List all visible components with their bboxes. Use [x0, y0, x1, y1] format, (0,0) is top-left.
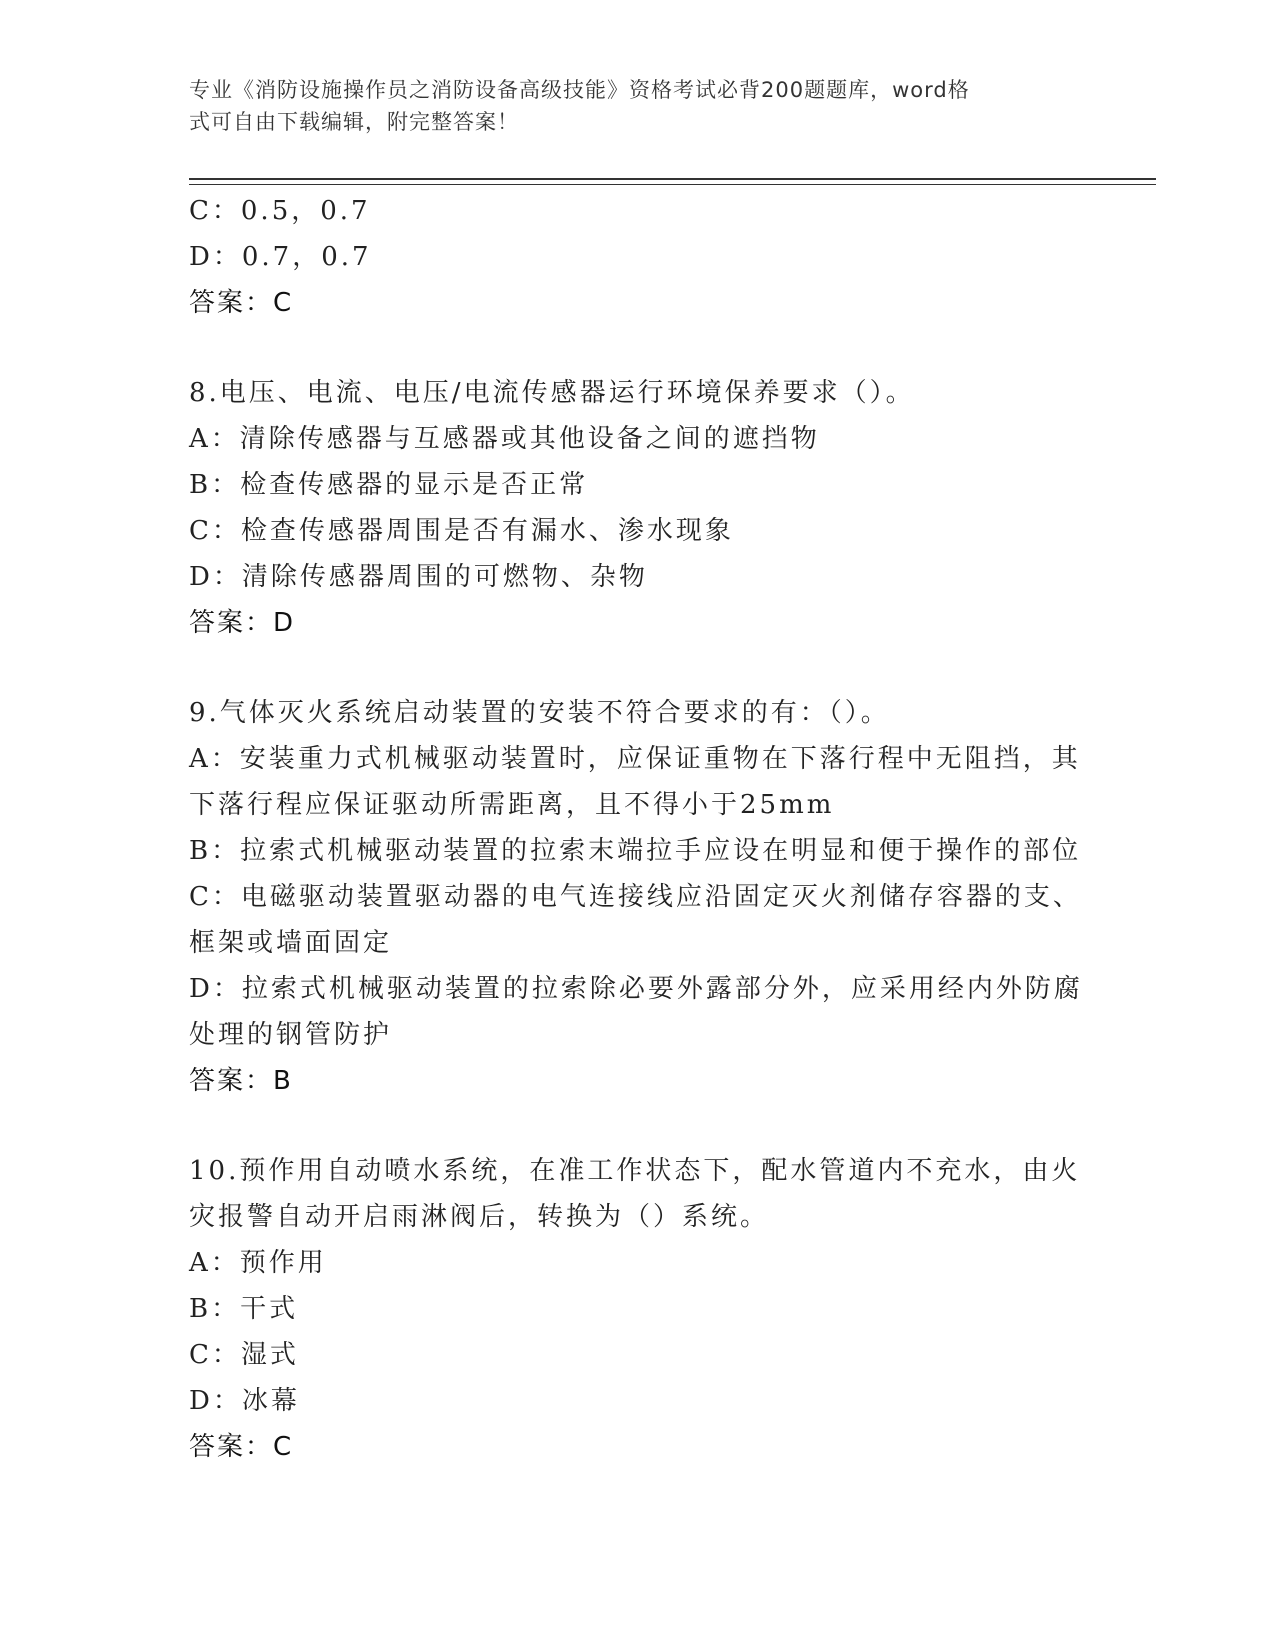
spacer	[189, 646, 1089, 690]
spacer	[189, 326, 1089, 370]
spacer	[189, 1104, 1089, 1148]
question-stem: 10.预作用自动喷水系统，在准工作状态下，配水管道内不充水，由火	[189, 1156, 1081, 1186]
option-a: A：安装重力式机械驱动装置时，应保证重物在下落行程中无阻挡，其	[189, 744, 1081, 774]
option-b: B：干式	[189, 1294, 299, 1324]
option-b: B：拉索式机械驱动装置的拉索末端拉手应设在明显和便于操作的部位	[189, 836, 1082, 866]
answer-line: 答案：C	[189, 1432, 294, 1462]
option-b: B：检查传感器的显示是否正常	[189, 470, 589, 500]
option-d-continued: 处理的钢管防护	[189, 1020, 393, 1050]
question-stem: 8.电压、电流、电压/电流传感器运行环境保养要求（）。	[189, 378, 915, 408]
question-stem-continued: 灾报警自动开启雨淋阀后，转换为（）系统。	[189, 1202, 770, 1232]
question-8	[189, 370, 1089, 646]
option-c: C：0.5，0.7	[189, 196, 371, 226]
option-d: D：冰幕	[189, 1386, 300, 1416]
question-7	[189, 188, 1089, 326]
header-title-line-2: 式可自由下载编辑，附完整答案！	[189, 110, 519, 134]
header-title-line-1: 专业《消防设施操作员之消防设备高级技能》资格考试必背200题题库，word格	[189, 78, 970, 102]
question-10	[189, 1148, 1089, 1470]
answer-line: 答案：C	[189, 288, 294, 318]
option-a: A：预作用	[189, 1248, 327, 1278]
header-divider-thin	[189, 184, 1156, 185]
option-c: C：湿式	[189, 1340, 299, 1370]
question-9	[189, 690, 1089, 1104]
page-header	[189, 74, 1089, 138]
option-d: D：清除传感器周围的可燃物、杂物	[189, 562, 648, 592]
option-d: D：拉索式机械驱动装置的拉索除必要外露部分外，应采用经内外防腐	[189, 974, 1083, 1004]
option-c: C：检查传感器周围是否有漏水、渗水现象	[189, 516, 734, 546]
header-divider-thick	[189, 178, 1156, 180]
question-stem: 9.气体灭火系统启动装置的安装不符合要求的有：（）。	[189, 698, 890, 728]
option-c-continued: 框架或墙面固定	[189, 928, 393, 958]
option-c: C：电磁驱动装置驱动器的电气连接线应沿固定灭火剂储存容器的支、	[189, 882, 1082, 912]
answer-line: 答案：D	[189, 608, 296, 638]
question-list	[189, 188, 1089, 1470]
option-a-continued: 下落行程应保证驱动所需距离，且不得小于25mm	[189, 790, 835, 820]
option-a: A：清除传感器与互感器或其他设备之间的遮挡物	[189, 424, 820, 454]
answer-line: 答案：B	[189, 1066, 293, 1096]
option-d: D：0.7，0.7	[189, 242, 372, 272]
